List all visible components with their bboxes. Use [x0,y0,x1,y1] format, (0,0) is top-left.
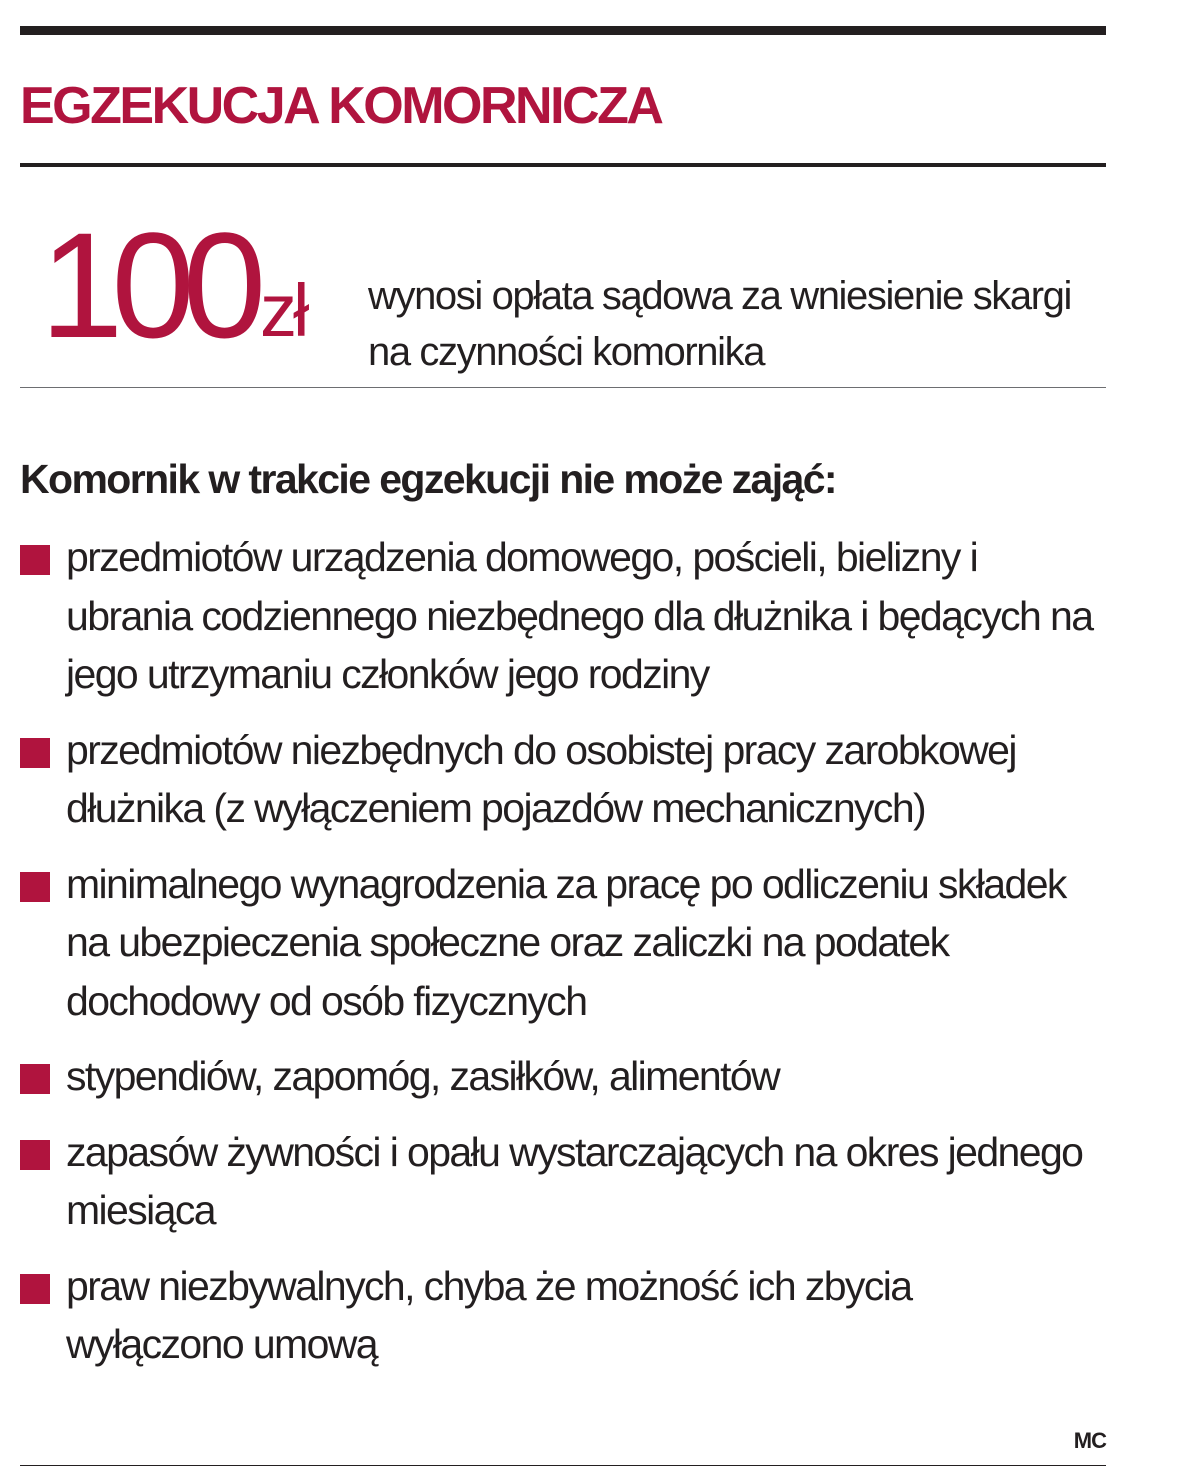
list-item [20,1123,1096,1240]
bottom-rule [20,1465,1106,1466]
list-item-text: zapasów żywności i opału wystarczających na okres jednego miesiąca [66,1128,1083,1233]
stat-description: wynosi opłata sądowa za wniesienie skargi na czynności komornika [368,274,1072,374]
title-rule [20,163,1106,167]
square-bullet-icon [20,545,50,575]
list-item [20,1047,1096,1106]
square-bullet-icon [20,738,50,768]
infobox-title: EGZEKUCJA KOMORNICZA [20,77,662,135]
list-item [20,721,1096,838]
square-bullet-icon [20,872,50,902]
stat-value: 100 [40,201,255,369]
square-bullet-icon [20,1274,50,1304]
exemption-list [20,528,1106,1391]
key-stat [20,186,1106,386]
stat-unit: zł [260,269,306,352]
list-item [20,528,1096,704]
list-item [20,1257,1096,1374]
square-bullet-icon [20,1064,50,1094]
list-item-text: minimalnego wynagrodzenia za pracę po odliczeniu składek na ubezpieczenia społeczne oraz zaliczki na podatek dochodowy od osób fizycznych [66,860,1066,1024]
author-credit: MC [1073,1428,1106,1453]
square-bullet-icon [20,1140,50,1170]
section-divider [20,387,1106,388]
list-item-text: stypendiów, zapomóg, zasiłków, alimentów [66,1053,780,1099]
list-item-text: praw niezbywalnych, chyba że możność ich zbycia wyłączono umową [66,1262,912,1367]
top-rule [20,26,1106,35]
list-item [20,855,1096,1031]
list-item-text: przedmiotów niezbędnych do osobistej pracy zarobkowej dłużnika (z wyłączeniem pojazdów mechanicznych) [66,726,1016,831]
list-heading: Komornik w trakcie egzekucji nie może zająć: [20,456,836,502]
infobox [20,26,1106,1466]
list-item-text: przedmiotów urządzenia domowego, pościeli, bielizny i ubrania codziennego niezbędnego dla dłużnika i będących na jego utrzymaniu członków jego rodziny [66,534,1093,697]
